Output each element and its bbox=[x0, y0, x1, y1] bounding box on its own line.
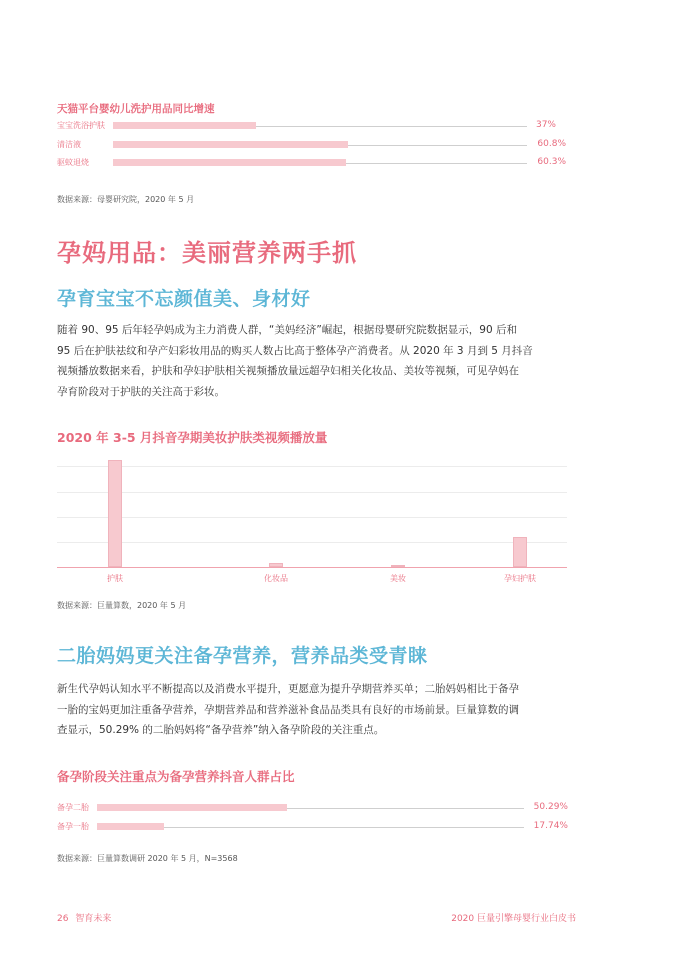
bar-value: 37% bbox=[535, 120, 556, 130]
bar bbox=[513, 537, 527, 567]
paragraph-line: 查显示，50.29% 的二胎妈妈将“备孕营养”纳入备孕阶段的关注重点。 bbox=[57, 724, 385, 736]
paragraph-line: 视频播放数据来看，护肤和孕妇护肤相关视频播放量远超孕妇相关化妆品、美妆等视频，可见孕妈在 bbox=[57, 365, 519, 377]
bar-fill bbox=[97, 804, 287, 811]
grid-line bbox=[57, 542, 567, 543]
tmall-chart-title: 天猫平台婴幼儿洗护用品同比增速 bbox=[57, 103, 215, 115]
bar-value: 17.74% bbox=[533, 821, 568, 831]
bar-value: 60.3% bbox=[537, 157, 566, 167]
page-number: 26 bbox=[57, 914, 69, 924]
grid-line bbox=[57, 466, 567, 467]
source-note: 数据来源：母婴研究院，2020 年 5 月 bbox=[57, 195, 195, 204]
paragraph bbox=[57, 679, 569, 741]
bar-fill bbox=[113, 122, 256, 129]
x-tick-label: 美妆 bbox=[390, 574, 406, 583]
subsection-heading: 孕育宝宝不忘颜值美、身材好 bbox=[57, 288, 311, 310]
bar-label: 备孕一胎 bbox=[57, 822, 89, 831]
x-tick-label: 化妆品 bbox=[264, 574, 288, 583]
video-views-bar-chart bbox=[57, 460, 567, 590]
paragraph-line: 95 后在护肤祛纹和孕产妇彩妆用品的购买人数占比高于整体孕产消费者。从 2020 年 3 月到 5 月抖音 bbox=[57, 344, 533, 357]
paragraph bbox=[57, 320, 569, 402]
grid-line bbox=[57, 492, 567, 493]
paragraph-line: 一胎的宝妈更加注重备孕营养，孕期营养品和营养滋补食品品类具有良好的市场前景。巨量算数的调 bbox=[57, 703, 519, 716]
paragraph-line: 新生代孕妈认知水平不断提高以及消费水平提升，更愿意为提升孕期营养买单；二胎妈妈相比于备孕 bbox=[57, 683, 519, 695]
bar-value: 50.29% bbox=[533, 802, 568, 812]
bar-fill bbox=[113, 159, 346, 166]
bar-fill bbox=[113, 141, 348, 148]
page-footer-left bbox=[57, 911, 111, 924]
paragraph-line: 孕育阶段对于护肤的关注高于彩妆。 bbox=[57, 385, 225, 398]
paragraph-line: 随着 90、95 后年轻孕妈成为主力消费人群，“美妈经济”崛起，根据母婴研究院数据显示，90 后和 bbox=[57, 324, 517, 336]
source-note: 数据来源：巨量算数调研 2020 年 5 月，N=3568 bbox=[57, 854, 238, 863]
bar-label: 宝宝洗浴护肤 bbox=[57, 121, 105, 130]
chart-title: 备孕阶段关注重点为备孕营养抖音人群占比 bbox=[57, 769, 295, 784]
x-tick-label: 孕妇护肤 bbox=[504, 574, 536, 583]
bar bbox=[391, 565, 405, 567]
bar-label: 驱蚊退烧 bbox=[57, 158, 89, 167]
x-tick-label: 护肤 bbox=[107, 574, 123, 583]
bar bbox=[269, 563, 283, 567]
page-footer-right: 2020 巨量引擎母婴行业白皮书 bbox=[451, 914, 576, 924]
bar-label: 备孕二胎 bbox=[57, 803, 89, 812]
source-note: 数据来源：巨量算数，2020 年 5 月 bbox=[57, 601, 187, 610]
subsection-heading: 二胎妈妈更关注备孕营养，营养品类受青睐 bbox=[57, 645, 428, 667]
chart-title: 2020 年 3-5 月抖音孕期美妆护肤类视频播放量 bbox=[57, 430, 328, 445]
bar-fill bbox=[97, 823, 164, 830]
footer-brand: 智育未来 bbox=[75, 914, 112, 924]
grid-line bbox=[57, 517, 567, 518]
bar-label: 清洁液 bbox=[57, 140, 81, 149]
section-heading: 孕妈用品：美丽营养两手抓 bbox=[57, 239, 357, 267]
bar bbox=[108, 460, 122, 567]
bar-value: 60.8% bbox=[537, 139, 566, 149]
x-axis bbox=[57, 567, 567, 568]
